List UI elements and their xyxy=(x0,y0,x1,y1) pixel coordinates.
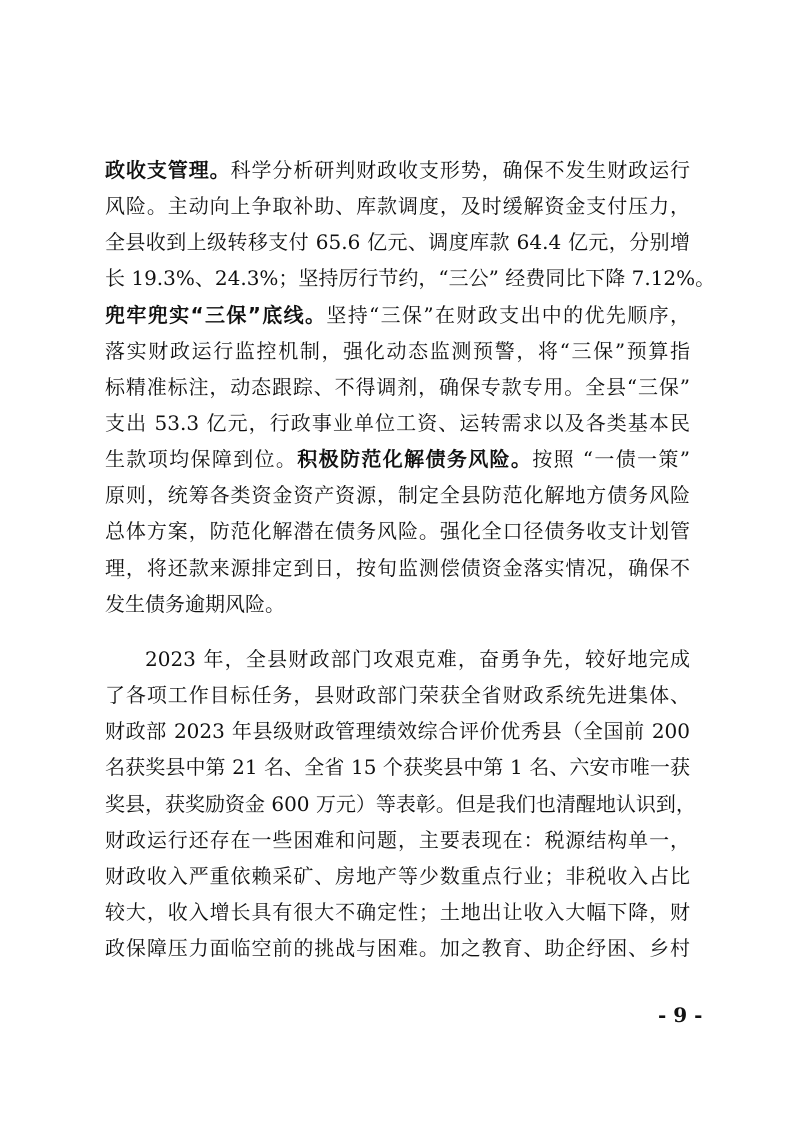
heading-debt-risk: 积极防范化解债务风险。 xyxy=(297,447,533,471)
paragraph1-line-10: 原则，统筹各类资金资产资源，制定全县防范化解地方债务风险 xyxy=(105,483,690,507)
paragraph2-line-4: 名获奖县中第 21 名、全省 15 个获奖县中第 1 名、六安市唯一获 xyxy=(105,755,690,779)
page-number: - 9 - xyxy=(658,1003,703,1027)
paragraph2-line-2: 了各项工作目标任务，县财政部门荣获全省财政系统先进集体、 xyxy=(105,683,690,707)
paragraph1-line-4: 长 19.3%、24.3%；坚持厉行节约，“三公” 经费同比下降 7.12%。 xyxy=(105,266,716,290)
paragraph2-line-8: 较大，收入增长具有很大不确定性；土地出让收入大幅下降，财 xyxy=(105,900,690,924)
heading-fiscal-management: 政收支管理。 xyxy=(105,158,231,182)
paragraph1-line-5 xyxy=(105,297,690,333)
paragraph1-line-6: 落实财政运行监控机制，强化动态监测预警，将“三保”预算指 xyxy=(105,339,690,363)
paragraph1-line-9 xyxy=(105,441,690,477)
paragraph1-line-12: 理，将还款来源排定到日，按旬监测偿债资金落实情况，确保不 xyxy=(105,556,690,580)
paragraph1-line-8: 支出 53.3 亿元，行政事业单位工资、运转需求以及各类基本民 xyxy=(105,411,690,435)
paragraph1-line-3: 全县收到上级转移支付 65.6 亿元、调度库款 64.4 亿元，分别增 xyxy=(105,230,690,254)
heading-three-guarantees: 兜牢兜实“三保”底线。 xyxy=(105,303,327,327)
paragraph2-line-6: 财政运行还存在一些困难和问题，主要表现在：税源结构单一， xyxy=(105,828,690,852)
text: 科学分析研判财政收支形势，确保不发生财政运行 xyxy=(230,158,691,182)
paragraph2-line-1: 2023 年，全县财政部门攻艰克难，奋勇争先，较好地完成 xyxy=(145,647,690,671)
text: 生款项均保障到位。 xyxy=(105,447,298,471)
text: 按照 “一债一策” xyxy=(532,447,691,471)
paragraph1-line-11: 总体方案，防范化解潜在债务风险。强化全口径债务收支计划管 xyxy=(105,519,690,543)
paragraph1-line-1 xyxy=(105,152,690,188)
text: 坚持“三保”在财政支出中的优先顺序， xyxy=(326,303,691,327)
paragraph2-line-5: 奖县，获奖励资金 600 万元）等表彰。但是我们也清醒地认识到， xyxy=(105,792,696,816)
paragraph1-line-2: 风险。主动向上争取补助、库款调度，及时缓解资金支付压力， xyxy=(105,194,690,218)
paragraph2-line-7: 财政收入严重依赖采矿、房地产等少数重点行业；非税收入占比 xyxy=(105,864,690,888)
paragraph1-line-7: 标精准标注，动态跟踪、不得调剂，确保专款专用。全县“三保” xyxy=(105,375,690,399)
paragraph1-line-13: 发生债务逾期风险。 xyxy=(105,592,285,616)
paragraph2-line-3: 财政部 2023 年县级财政管理绩效综合评价优秀县（全国前 200 xyxy=(105,719,690,743)
paragraph2-line-9: 政保障压力面临空前的挑战与困难。加之教育、助企纾困、乡村 xyxy=(105,936,690,960)
